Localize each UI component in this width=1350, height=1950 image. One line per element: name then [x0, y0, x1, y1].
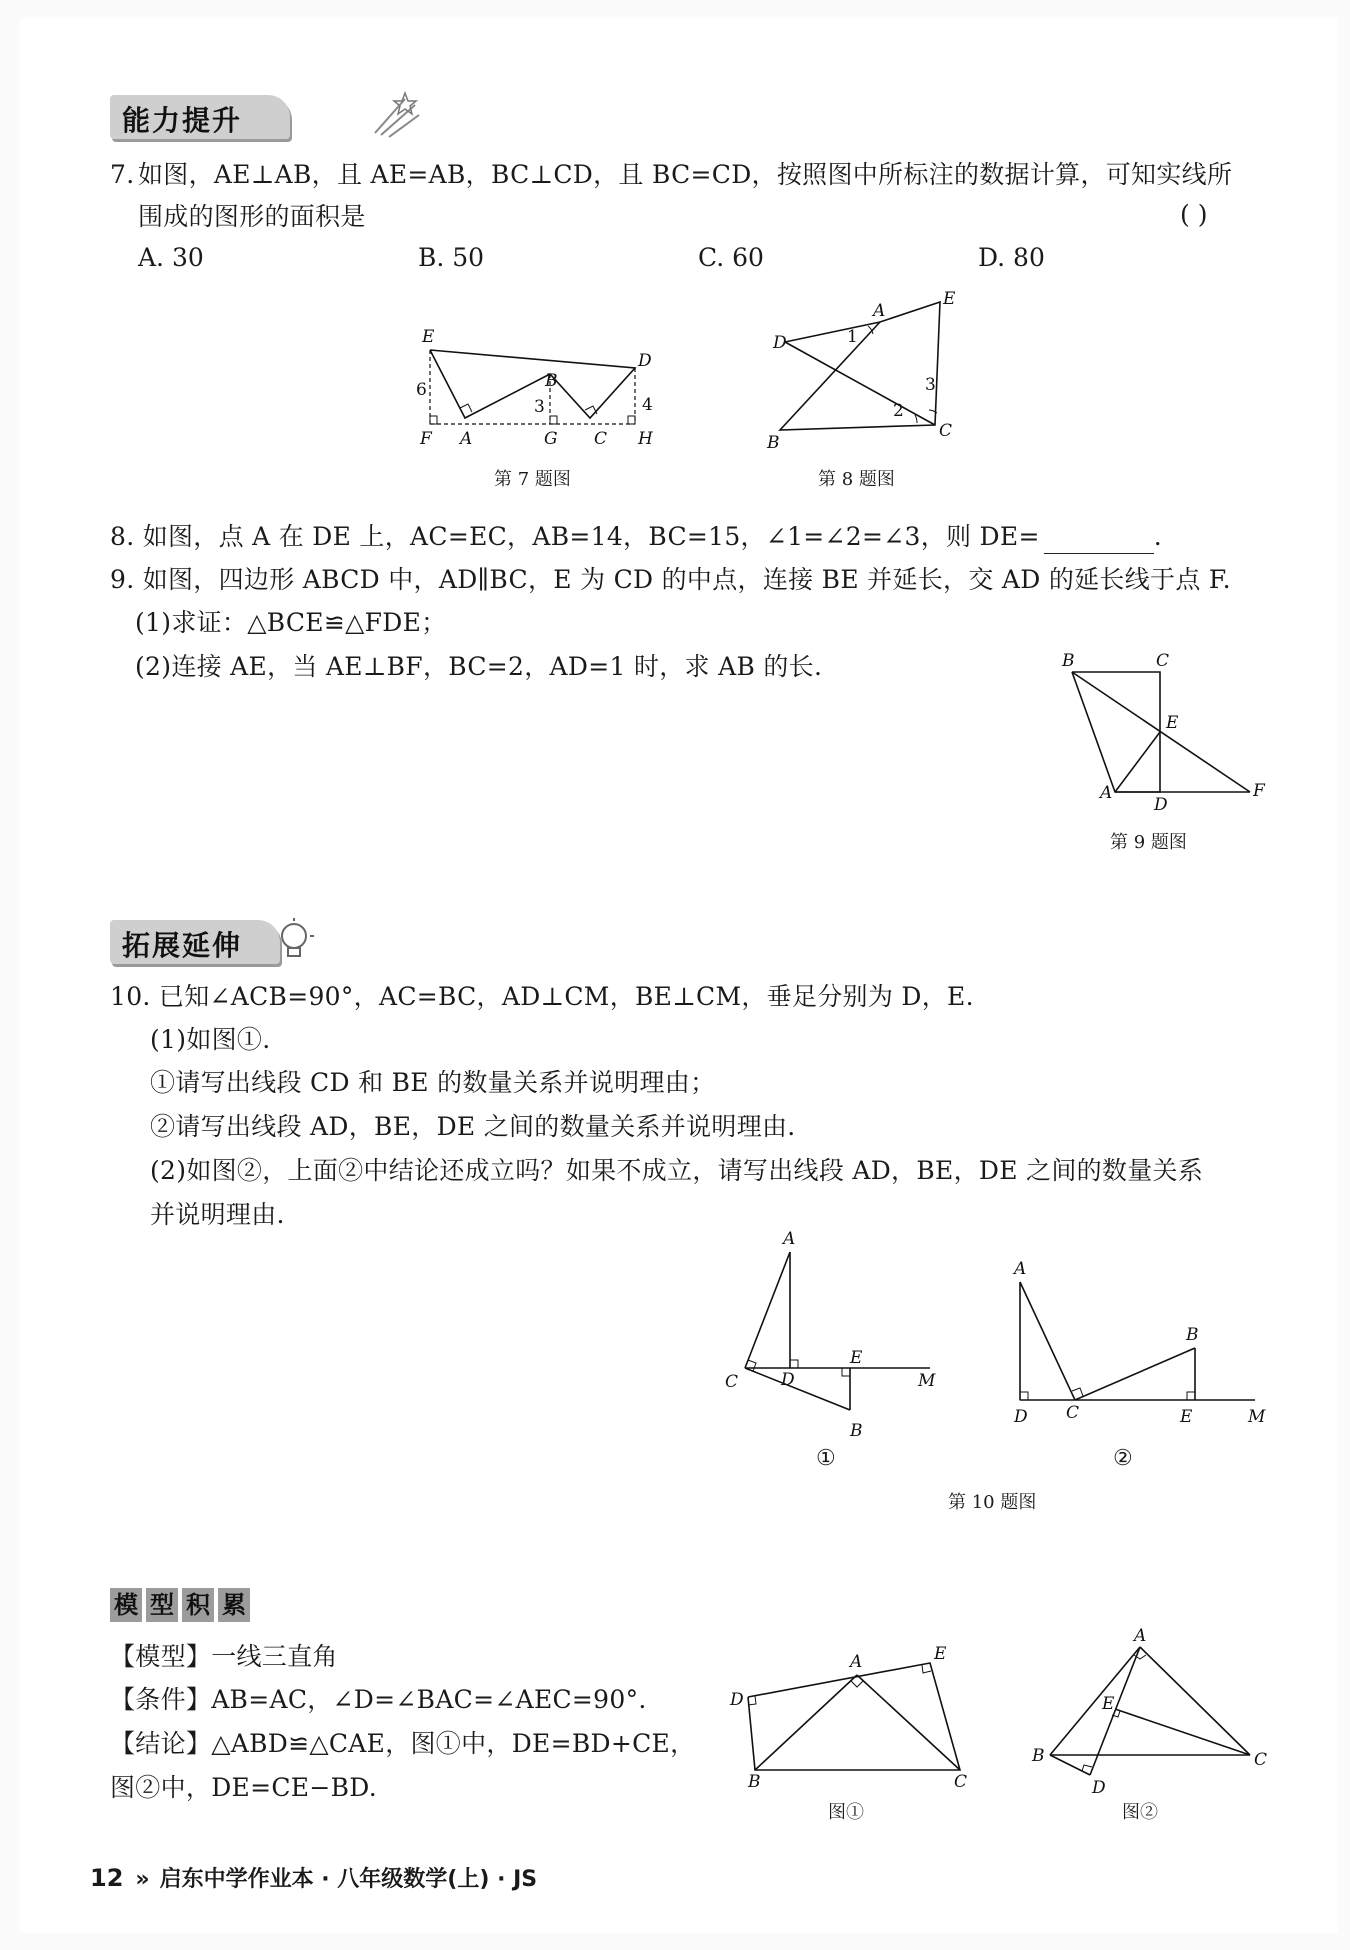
answer-blank [1044, 527, 1154, 554]
figure-q9 [1050, 650, 1280, 815]
section-title: 能力提升 [122, 104, 243, 137]
q10-part1: (1)如图①. [150, 1025, 271, 1054]
label-e: E [850, 1348, 863, 1368]
label-4: 4 [642, 395, 653, 415]
q8-stem: 8. 如图，点 A 在 DE 上，AC=EC，AB=14，BC=15，∠1=∠2=∠3，则 DE= [110, 522, 1040, 551]
q10-text: 10. 已知∠ACB=90°，AC=BC，AD⊥CM，BE⊥CM，垂足分别为 D，E. [110, 982, 974, 1011]
q8-figure-caption: 第 8 题图 [818, 469, 895, 490]
label-f: F [420, 429, 432, 449]
model-fig2-caption: 图② [1122, 1802, 1158, 1823]
label-c: C [939, 421, 953, 441]
model-figure-1 [720, 1635, 980, 1792]
label-b: B [850, 1421, 863, 1441]
q7-figure-caption: 第 7 题图 [494, 469, 571, 490]
figure-1-mark: ① [816, 1446, 836, 1471]
q8-text [110, 520, 1162, 554]
q7-text-line2: 围成的图形的面积是 [138, 202, 366, 231]
q7-text-line1: 如图，AE⊥AB，且 AE=AB，BC⊥CD，且 BC=CD，按照图中所标注的数据计算，可知实线所 [138, 160, 1233, 189]
tile-char: 型 [146, 1588, 178, 1622]
label-c: C [1066, 1403, 1080, 1423]
label-e: E [943, 289, 956, 309]
label-a: A [1100, 783, 1113, 803]
label-c: C [1156, 651, 1170, 671]
model-figure-2 [1020, 1625, 1280, 1798]
label-a: A [783, 1229, 796, 1249]
q10-part2b: 并说明理由. [150, 1200, 285, 1229]
q9-part1: (1)求证：△BCE≌△FDE； [135, 608, 447, 637]
answer-paren: ( ) [1180, 200, 1208, 229]
model-line1: 【模型】一线三直角 [110, 1642, 338, 1671]
label-a: A [850, 1652, 863, 1672]
label-d: D [1154, 795, 1168, 815]
label-m: M [1248, 1407, 1266, 1427]
lightbulb-icon [272, 916, 316, 964]
label-b: B [767, 433, 780, 453]
label-d: D [730, 1690, 744, 1710]
option-b: B. 50 [418, 243, 485, 272]
model-line4: 图②中，DE=CE−BD. [110, 1773, 377, 1802]
label-e: E [1180, 1407, 1193, 1427]
label-h: H [638, 429, 653, 449]
section-banner-model [110, 1588, 250, 1622]
book-title: 启东中学作业本 · 八年级数学(上) · JS [159, 1867, 538, 1892]
label-2: 2 [893, 401, 904, 421]
tile-char: 模 [110, 1588, 142, 1622]
label-g: G [544, 429, 558, 449]
double-chevron-icon: » [135, 1867, 150, 1892]
label-b: B [748, 1772, 761, 1792]
label-3: 3 [925, 375, 936, 395]
tile-char: 累 [218, 1588, 250, 1622]
q10-figure-caption: 第 10 题图 [948, 1492, 1037, 1513]
label-6: 6 [416, 380, 427, 400]
q7-number: 7. [110, 160, 135, 189]
label-d: D [638, 351, 652, 371]
label-e: E [934, 1644, 947, 1664]
label-b: B [545, 371, 558, 391]
q10-part2: (2)如图②，上面②中结论还成立吗？如果不成立，请写出线段 AD，BE，DE 之间的数量关系 [150, 1156, 1204, 1185]
figure-q8 [765, 289, 965, 453]
label-d: D [1014, 1407, 1028, 1427]
label-a: A [1014, 1259, 1027, 1279]
figure-q7 [410, 320, 670, 455]
model-fig1-caption: 图① [828, 1802, 864, 1823]
label-1: 1 [847, 327, 858, 347]
label-f: F [1253, 781, 1265, 801]
label-e: E [1166, 713, 1179, 733]
label-m: M [918, 1371, 936, 1391]
label-b: B [1062, 651, 1075, 671]
page-number: 12 [90, 1864, 124, 1892]
tile-char: 积 [182, 1588, 214, 1622]
model-line2: 【条件】AB=AC，∠D=∠BAC=∠AEC=90°. [110, 1685, 647, 1714]
figure-q10-1 [715, 1229, 945, 1441]
option-d: D. 80 [978, 243, 1045, 272]
option-c: C. 60 [698, 243, 764, 272]
page-footer [90, 1862, 537, 1893]
label-a: A [1134, 1626, 1147, 1646]
label-d: D [773, 333, 787, 353]
label-d: D [781, 1370, 795, 1390]
label-c: C [954, 1772, 968, 1792]
q8-period: . [1153, 522, 1162, 551]
figure-2-mark: ② [1113, 1446, 1133, 1471]
section-title: 拓展延伸 [122, 929, 243, 962]
label-b: B [1186, 1325, 1199, 1345]
q9-part2: (2)连接 AE，当 AE⊥BF，BC=2，AD=1 时，求 AB 的长. [135, 652, 823, 681]
label-c: C [594, 429, 608, 449]
q10-part1a: ①请写出线段 CD 和 BE 的数量关系并说明理由； [150, 1068, 716, 1097]
sparkle-icon [365, 89, 425, 139]
label-a: A [460, 429, 473, 449]
figure-q10-2 [1010, 1260, 1280, 1430]
label-e: E [422, 327, 435, 347]
label-b: B [1032, 1746, 1045, 1766]
q9-figure-caption: 第 9 题图 [1110, 832, 1187, 853]
q10-part1b: ②请写出线段 AD，BE，DE 之间的数量关系并说明理由. [150, 1112, 796, 1141]
label-d: D [1092, 1778, 1106, 1798]
label-3: 3 [534, 397, 545, 417]
model-line3: 【结论】△ABD≌△CAE，图①中，DE=BD+CE， [110, 1729, 696, 1758]
q9-text: 9. 如图，四边形 ABCD 中，AD∥BC，E 为 CD 的中点，连接 BE 并延长，交 AD 的延长线于点 F. [110, 565, 1231, 594]
label-a: A [873, 301, 886, 321]
label-e: E [1102, 1694, 1115, 1714]
label-c: C [725, 1372, 739, 1392]
option-a: A. 30 [138, 243, 204, 272]
label-c: C [1254, 1750, 1268, 1770]
